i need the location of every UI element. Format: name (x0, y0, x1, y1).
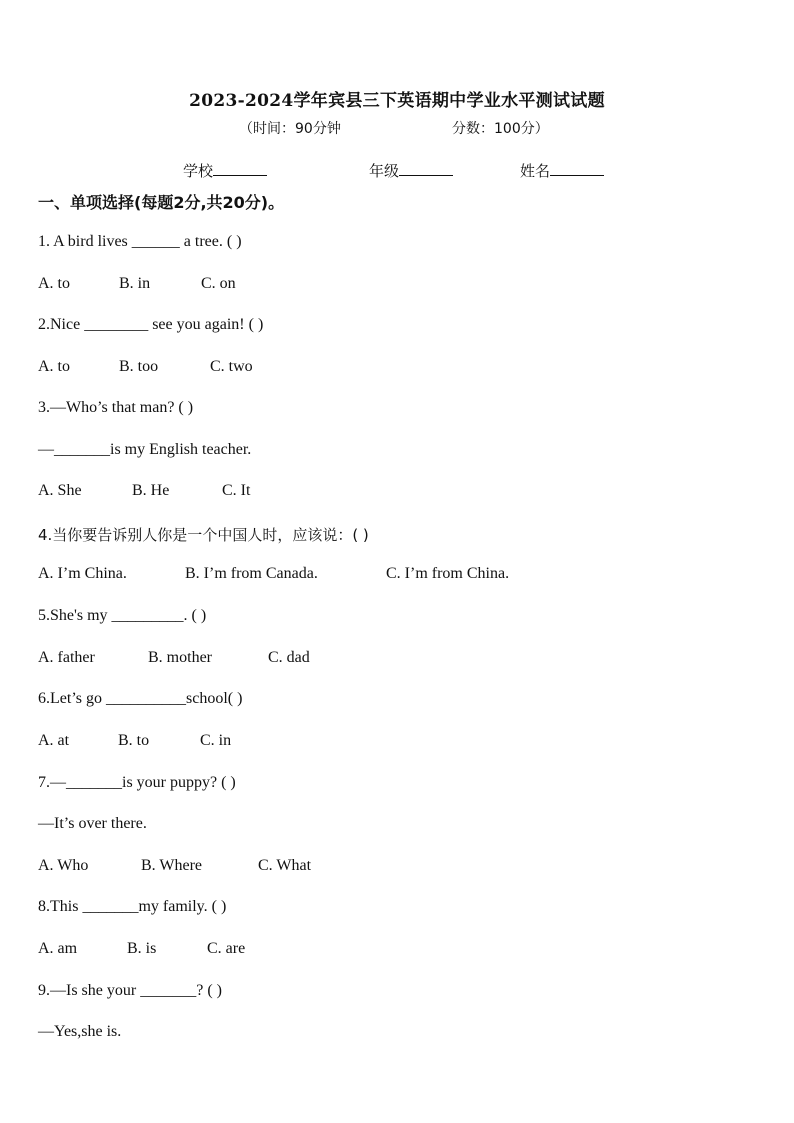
question-3: 3.—Who’s that man? ( ) (38, 399, 194, 416)
option-3a: A. She (38, 482, 82, 499)
option-7a: A. Who (38, 857, 89, 874)
option-4c: C. I’m from China. (386, 565, 510, 582)
option-5c: C. dad (268, 649, 310, 666)
option-4b: B. I’m from Canada. (185, 565, 318, 582)
question-2: 2.Nice ________ see you again! ( ) (38, 316, 264, 333)
question-7: 7.—_______is your puppy? ( ) (38, 774, 236, 791)
option-6c: C. in (200, 732, 232, 749)
option-3b: B. He (132, 482, 170, 499)
option-1a: A. to (38, 275, 70, 292)
option-7c: C. What (258, 857, 312, 874)
question-9: 9.—Is she your _______? ( ) (38, 982, 222, 999)
total-score: 分数：100分） (452, 121, 549, 137)
grade-label: 年级 (369, 162, 400, 180)
option-4a: A. I’m China. (38, 565, 127, 582)
option-3c: C. It (222, 482, 251, 499)
question-9-answer: —Yes,she is. (38, 1023, 122, 1040)
option-6b: B. to (118, 732, 150, 749)
option-8c: C. are (207, 940, 246, 957)
question-1: 1. A bird lives ______ a tree. ( ) (38, 233, 242, 250)
time-limit: （时间：90分钟 (239, 121, 341, 137)
name-blank[interactable] (550, 161, 604, 176)
grade-field (369, 160, 453, 181)
option-5b: B. mother (148, 649, 212, 666)
option-2a: A. to (38, 358, 70, 375)
school-label: 学校 (183, 162, 214, 180)
section-heading: 一、单项选择(每题2分,共20分)。 (38, 193, 285, 212)
name-field (520, 160, 604, 181)
option-6a: A. at (38, 732, 70, 749)
question-3-answer: —_______is my English teacher. (38, 441, 252, 458)
name-label: 姓名 (520, 162, 551, 180)
option-5a: A. father (38, 649, 95, 666)
option-2b: B. too (119, 358, 159, 375)
option-1b: B. in (119, 275, 151, 292)
option-2c: C. two (210, 358, 253, 375)
school-field (183, 160, 267, 181)
school-blank[interactable] (213, 161, 267, 176)
option-8a: A. am (38, 940, 78, 957)
question-7-answer: —It’s over there. (38, 815, 147, 832)
question-5: 5.She's my _________. ( ) (38, 607, 207, 624)
option-7b: B. Where (141, 857, 203, 874)
question-6: 6.Let’s go __________school( ) (38, 690, 243, 707)
option-1c: C. on (201, 275, 236, 292)
question-8: 8.This _______my family. ( ) (38, 898, 227, 915)
exam-title: 2023-2024学年宾县三下英语期中学业水平测试试题 (189, 91, 605, 111)
option-8b: B. is (127, 940, 157, 957)
grade-blank[interactable] (399, 161, 453, 176)
question-4: 4.当你要告诉别人你是一个中国人时，应该说：( ) (38, 526, 369, 544)
